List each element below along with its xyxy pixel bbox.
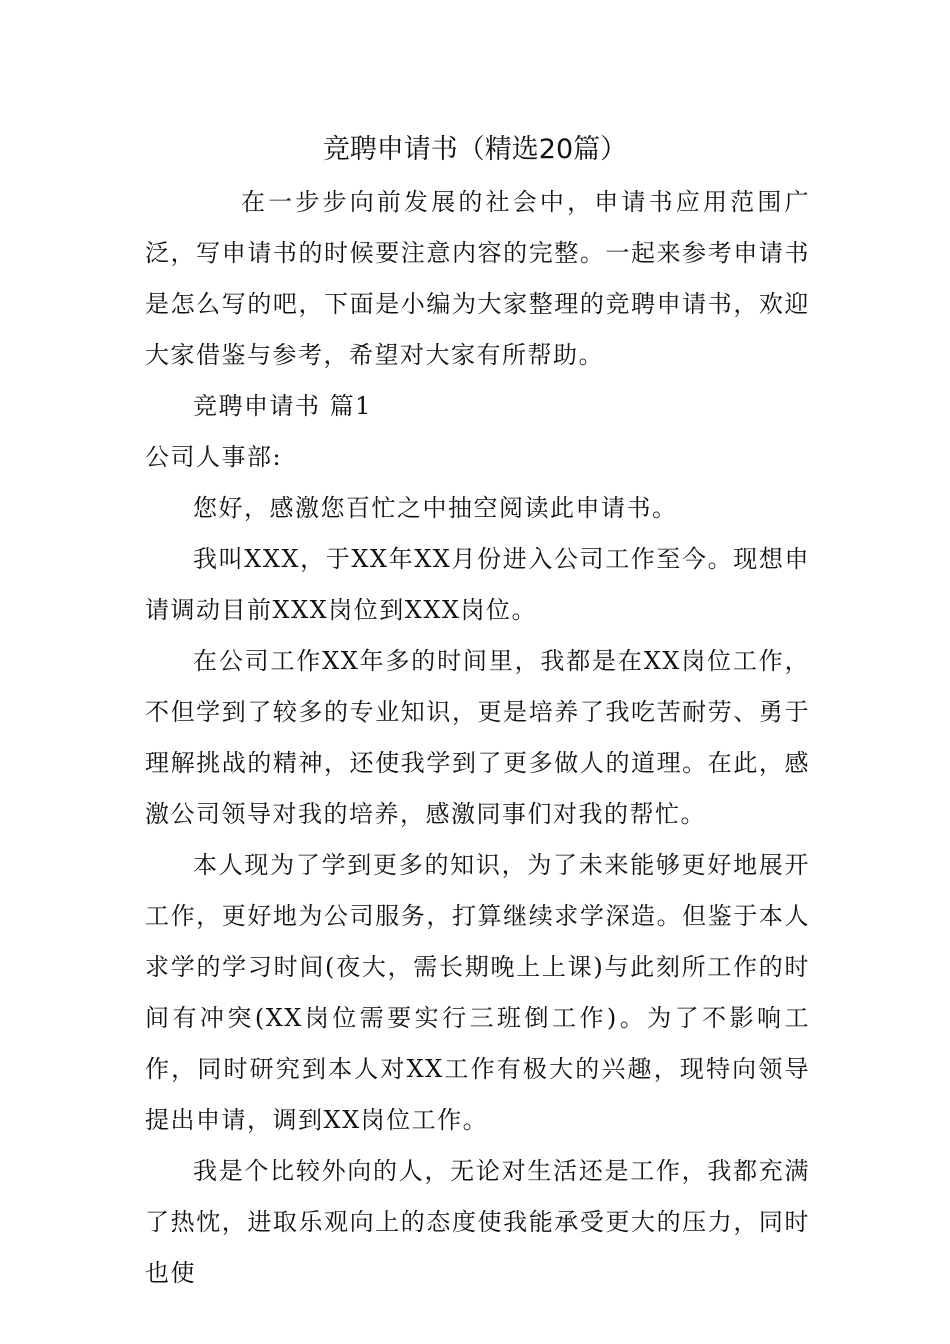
body-paragraph: 我叫XXX，于XX年XX月份进入公司工作至今。现想申请调动目前XXX岗位到XXX岗位。 (145, 545, 810, 624)
intro-paragraph: 在一步步向前发展的社会中，申请书应用范围广泛，写申请书的时候要注意内容的完整。一起来参考申请书是怎么写的吧，下面是小编为大家整理的竞聘申请书，欢迎大家借鉴与参考，希望对大家有所帮助。 (145, 188, 810, 369)
body-paragraph: 我是个比较外向的人，无论对生活还是工作，我都充满了热忱，进取乐观向上的态度使我能承受更大的压力，同时也使 (145, 1157, 810, 1287)
body-paragraph: 在公司工作XX年多的时间里，我都是在XX岗位工作，不但学到了较多的专业知识，更是培养了我吃苦耐劳、勇于理解挑战的精神，还使我学到了更多做人的道理。在此，感激公司领导对我的培养，感激同事们对我的帮忙。 (145, 647, 810, 828)
document-body (145, 177, 810, 1299)
body-paragraph: 您好，感激您百忙之中抽空阅读此申请书。 (193, 494, 678, 522)
salutation: 公司人事部: (145, 443, 283, 471)
document-title: 竞聘申请书（精选20篇） (322, 134, 628, 165)
body-paragraph: 本人现为了学到更多的知识，为了未来能够更好地展开工作，更好地为公司服务，打算继续求学深造。但鉴于本人求学的学习时间(夜大，需长期晚上上课)与此刻所工作的时间有冲突(XX岗位需要实行三班倒工作)。为了不影响工作，同时研究到本人对XX工作有极大的兴趣，现特向领导提出申请，调到XX岗位工作。 (145, 851, 810, 1134)
section-heading: 竞聘申请书 篇1 (193, 392, 372, 420)
